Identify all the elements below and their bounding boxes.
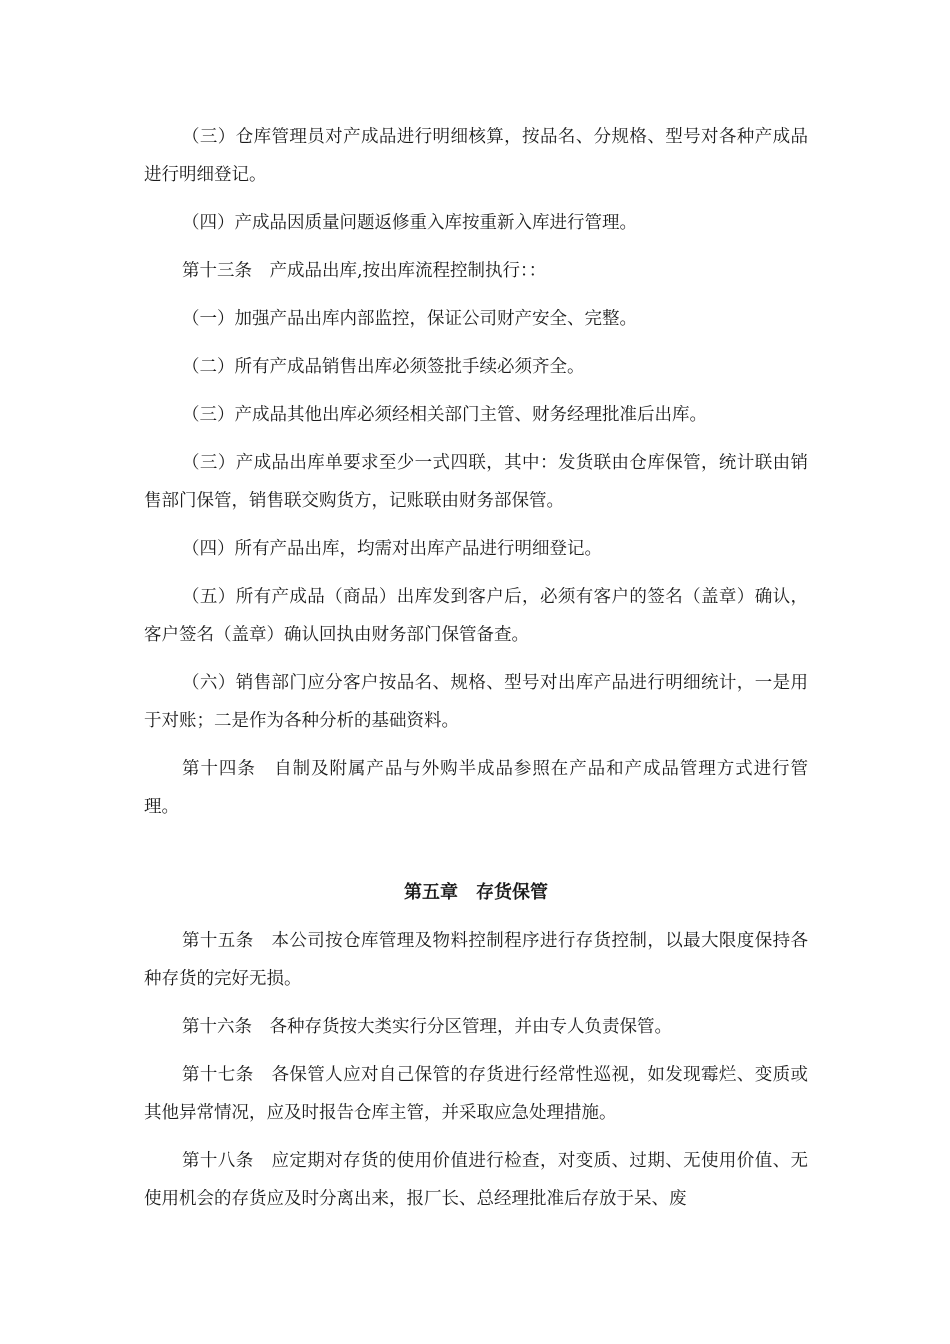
article-16: 第十六条 各种存货按大类实行分区管理，并由专人负责保管。 <box>182 1017 672 1037</box>
paragraph-item-4-outbound-register: （四）所有产品出库，均需对出库产品进行明细登记。 <box>182 539 602 559</box>
paragraph-item-3-outbound-form: （三）产成品出库单要求至少一式四联，其中：发货联由仓库保管，统计联由销售部门保管，销售联交购货方，记账联由财务部保管。 <box>144 453 808 511</box>
article-13-title: 第十三条 产成品出库,按出库流程控制执行：： <box>182 261 547 281</box>
paragraph-item-4-rework-reentry: （四）产成品因质量问题返修重入库按重新入库进行管理。 <box>182 213 637 233</box>
paragraph-item-3-other-outbound: （三）产成品其他出库必须经相关部门主管、财务经理批准后出库。 <box>182 405 707 425</box>
paragraph-item-1-monitoring: （一）加强产品出库内部监控，保证公司财产安全、完整。 <box>182 309 637 329</box>
paragraph-item-3-inventory-accounting: （三）仓库管理员对产成品进行明细核算，按品名、分规格、型号对各种产成品进行明细登记。 <box>144 127 808 185</box>
article-18: 第十八条 应定期对存货的使用价值进行检查，对变质、过期、无使用价值、无使用机会的存货应及时分离出来，报厂长、总经理批准后存放于呆、废 <box>144 1151 808 1209</box>
chapter-5-heading: 第五章 存货保管 <box>404 882 548 903</box>
paragraph-item-5-customer-sign: （五）所有产成品（商品）出库发到客户后，必须有客户的签名（盖章）确认，客户签名（盖章）确认回执由财务部门保管备查。 <box>144 587 808 645</box>
paragraph-item-6-sales-statistics: （六）销售部门应分客户按品名、规格、型号对出库产品进行明细统计，一是用于对账；二是作为各种分析的基础资料。 <box>144 673 808 731</box>
article-15: 第十五条 本公司按仓库管理及物料控制程序进行存货控制，以最大限度保持各种存货的完好无损。 <box>144 931 808 989</box>
paragraph-item-2-signoff: （二）所有产成品销售出库必须签批手续必须齐全。 <box>182 357 585 377</box>
article-17: 第十七条 各保管人应对自己保管的存货进行经常性巡视，如发现霉烂、变质或其他异常情况，应及时报告仓库主管，并采取应急处理措施。 <box>144 1065 808 1123</box>
article-14: 第十四条 自制及附属产品与外购半成品参照在产品和产成品管理方式进行管理。 <box>144 759 808 817</box>
